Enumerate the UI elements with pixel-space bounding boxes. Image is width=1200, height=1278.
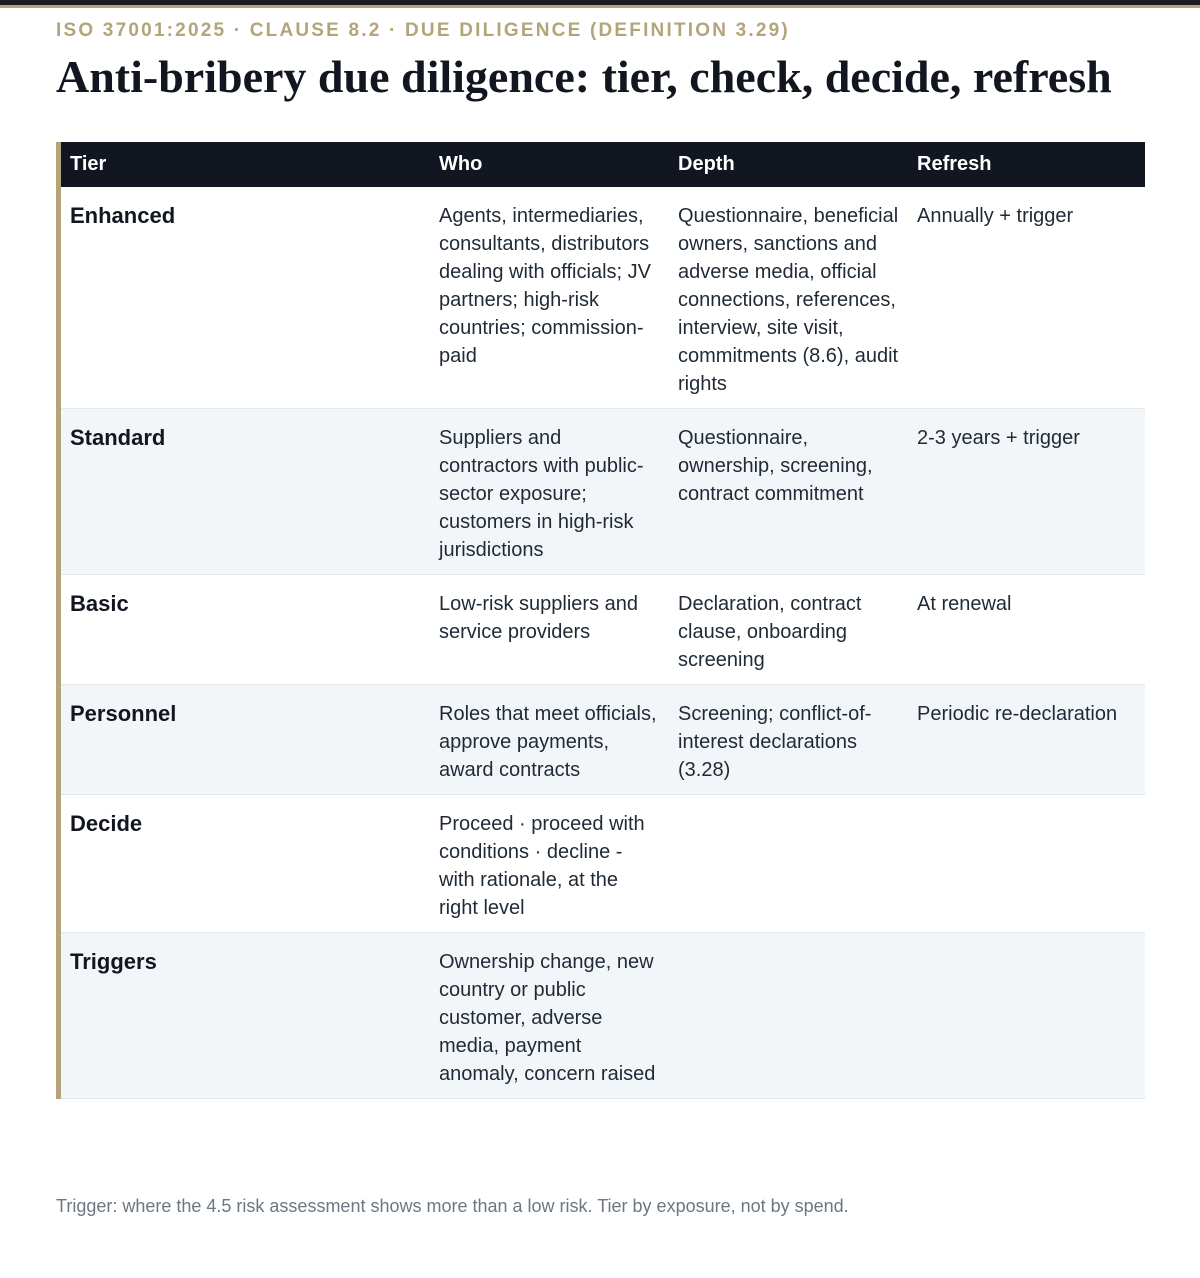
table-row bbox=[61, 795, 1145, 933]
tier-cell: Triggers bbox=[61, 933, 430, 1099]
refresh-cell: 2-3 years + trigger bbox=[908, 409, 1145, 575]
column-header-who: Who bbox=[430, 142, 669, 187]
who-cell: Proceed · proceed with conditions · decline - with rationale, at the right level bbox=[430, 795, 669, 933]
refresh-cell bbox=[908, 933, 1145, 1099]
depth-cell: Questionnaire, beneficial owners, sanctions and adverse media, official connections, references, interview, site visit, commitments (8.6), audit rights bbox=[669, 187, 908, 409]
who-cell: Suppliers and contractors with public-sector exposure; customers in high-risk jurisdictions bbox=[430, 409, 669, 575]
page-title: Anti-bribery due diligence: tier, check, decide, refresh bbox=[56, 51, 1112, 102]
tier-cell: Enhanced bbox=[61, 187, 430, 409]
refresh-cell: At renewal bbox=[908, 575, 1145, 685]
column-header-depth: Depth bbox=[669, 142, 908, 187]
tier-cell: Standard bbox=[61, 409, 430, 575]
table-header-row bbox=[61, 142, 1145, 187]
depth-cell bbox=[669, 933, 908, 1099]
refresh-cell: Annually + trigger bbox=[908, 187, 1145, 409]
table-row bbox=[61, 933, 1145, 1099]
depth-cell: Questionnaire, ownership, screening, contract commitment bbox=[669, 409, 908, 575]
who-cell: Ownership change, new country or public customer, adverse media, payment anomaly, concern raised bbox=[430, 933, 669, 1099]
who-cell: Roles that meet officials, approve payments, award contracts bbox=[430, 685, 669, 795]
tier-cell: Decide bbox=[61, 795, 430, 933]
who-cell: Low-risk suppliers and service providers bbox=[430, 575, 669, 685]
table-row bbox=[61, 575, 1145, 685]
column-header-refresh: Refresh bbox=[908, 142, 1145, 187]
depth-cell bbox=[669, 795, 908, 933]
table-row bbox=[61, 187, 1145, 409]
table-row bbox=[61, 685, 1145, 795]
column-header-tier: Tier bbox=[61, 142, 430, 187]
footnote: Trigger: where the 4.5 risk assessment shows more than a low risk. Tier by exposure, not by spend. bbox=[56, 1196, 849, 1216]
table-row bbox=[61, 409, 1145, 575]
top-rule-accent bbox=[0, 5, 1200, 8]
depth-cell: Declaration, contract clause, onboarding screening bbox=[669, 575, 908, 685]
refresh-cell bbox=[908, 795, 1145, 933]
refresh-cell: Periodic re-declaration bbox=[908, 685, 1145, 795]
due-diligence-table bbox=[56, 142, 1145, 1099]
tier-cell: Personnel bbox=[61, 685, 430, 795]
who-cell: Agents, intermediaries, consultants, distributors dealing with officials; JV partners; high-risk countries; commission-paid bbox=[430, 187, 669, 409]
depth-cell: Screening; conflict-of-interest declarations (3.28) bbox=[669, 685, 908, 795]
eyebrow: ISO 37001:2025 · CLAUSE 8.2 · DUE DILIGENCE (DEFINITION 3.29) bbox=[56, 20, 790, 41]
tier-cell: Basic bbox=[61, 575, 430, 685]
